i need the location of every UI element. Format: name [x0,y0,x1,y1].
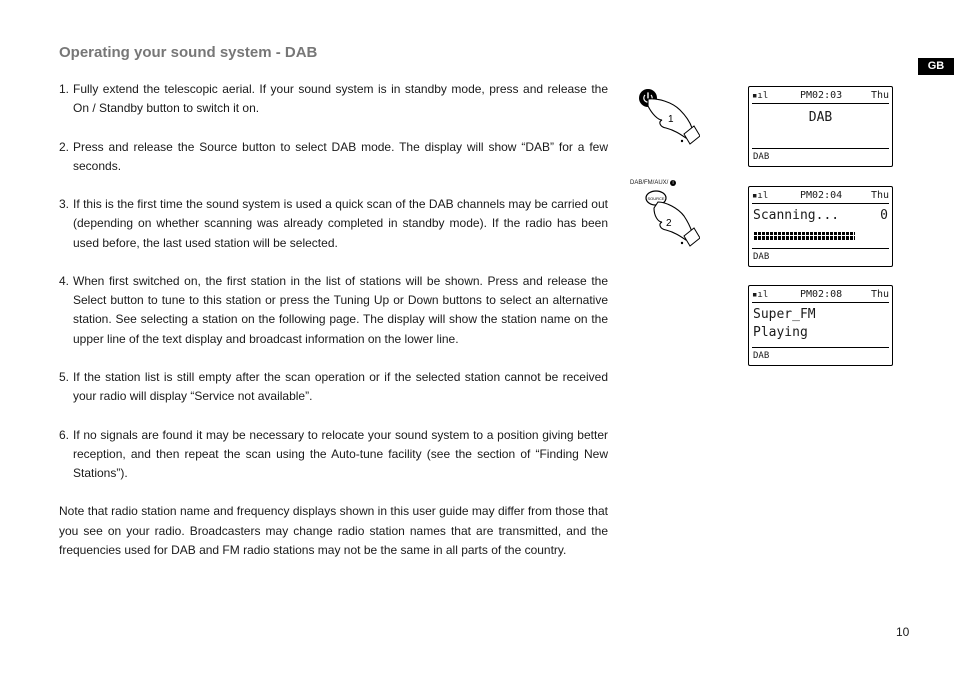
lcd-main-line: Scanning... 0 [753,208,888,223]
station-name: Super_FM [753,307,816,322]
lcd-clock: PM02:08 [800,289,843,300]
lcd-main-line [753,306,888,342]
lcd-bottom-line: DAB [753,152,770,162]
signal-strength-icon: ▪ıl [752,91,769,101]
lcd-day: Thu [870,289,889,300]
lcd-main-line: DAB [808,110,833,125]
step-2: 2. Press and release the Source button to select DAB mode. The display will show “DAB” for a few seconds. [59,139,608,173]
scan-count: 0 [880,208,888,223]
lcd-display-scanning [748,186,893,267]
info-icon: i [670,180,676,186]
lcd-day: Thu [870,190,889,201]
hand-pressing-power-button-illustration [636,86,700,148]
step-4: 4. When first switched on, the first station in the list of stations will be shown. Press and release the Select button to tune to this station or press the Tuning Up or Down buttons to select an alternative station. See selecting a station on the following page. The display will show the station name on the upper line of the text display and broadcast information on the lower line. [59,273,608,346]
signal-strength-icon: ▪ıl [752,290,769,300]
language-badge: GB [918,58,954,75]
lcd-day: Thu [870,90,889,101]
step-6: 6. If no signals are found it may be necessary to relocate your sound system to a position giving better reception, and then repeat the scan using the Auto-tune facility (see the section of “Finding New Stations”). [59,427,608,480]
note-paragraph: Note that radio station name and frequency displays shown in this user guide may differ from those that you see on your radio. Broadcasters may change radio station names that are transmitted, and the frequencies used for DAB and FM radio stations may not be the same in all parts of the country. [59,504,608,557]
page-number: 10 [896,625,910,639]
hand1-step-label: 1 [668,114,674,125]
lcd-clock: PM02:03 [800,90,843,101]
step-3: 3. If this is the first time the sound system is used a quick scan of the DAB channels may be carried out (depending on whether scanning was already completed in standby mode). If the radio has been used before, the last used station will be selected. [59,197,608,250]
lcd-display-station [748,285,893,366]
hand2-step-label: 2 [666,218,672,229]
lcd-bottom-line: DAB [753,351,770,361]
lcd-bottom-line: DAB [753,252,770,262]
scan-progress-bar [754,232,855,240]
signal-strength-icon: ▪ıl [752,191,769,201]
svg-text:SOURCE: SOURCE [647,196,665,201]
station-info: Playing [753,325,808,340]
hand-pressing-source-button-illustration [628,178,700,248]
step-1: 1. Fully extend the telescopic aerial. If your sound system is in standby mode, press and release the On / Standby button to switch it on. [59,82,608,116]
lcd-display-dab [748,86,893,167]
instructions-body [59,80,608,560]
lcd-clock: PM02:04 [800,190,843,201]
step-5: 5. If the station list is still empty after the scan operation or if the selected station cannot be received your radio will display “Service not available”. [59,369,608,404]
source-button-label: DAB/FM/AUX/ [630,180,669,186]
section-title: Operating your sound system - DAB [59,44,318,61]
